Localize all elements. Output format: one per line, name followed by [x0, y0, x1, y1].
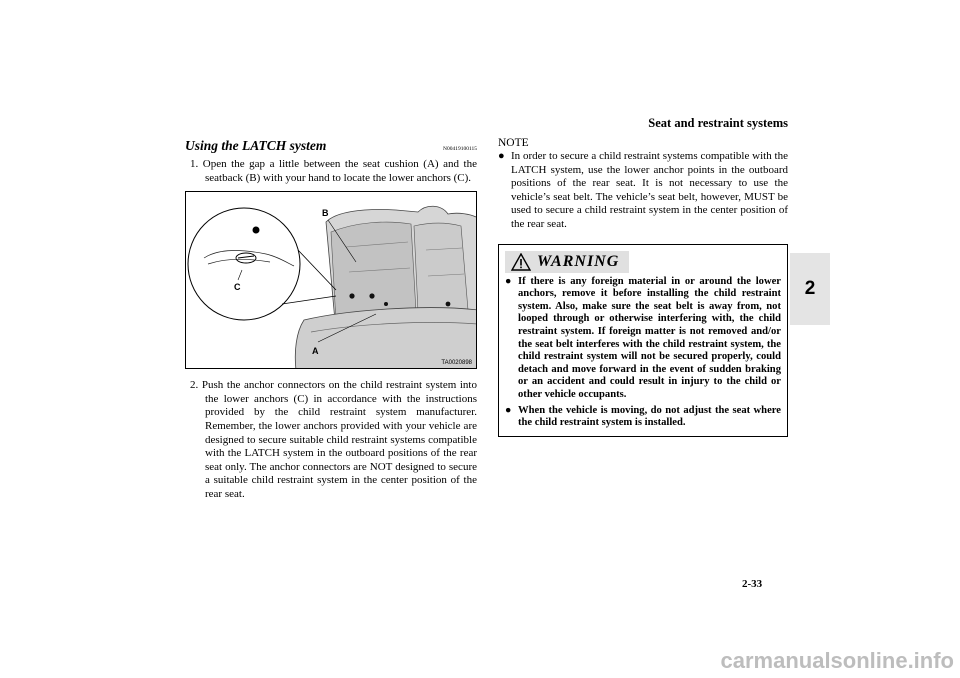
warning-item	[505, 405, 781, 430]
warning-item	[505, 276, 781, 402]
page-header-title: Seat and restraint systems	[648, 116, 788, 130]
warning-item-text: If there is any foreign material in or around the lower anchors, remove it before installing the child restraint system. Also, make sure the seat belt is away from, not looped through or otherwise interfering with, the child restraint system. If foreign matter is not removed and/or the seat belt interferes with the child restraint system, the child restraint system will not be secured properly, could detach and move forward in the event of sudden braking or an accident and could result in injury to the child or other vehicle occupants.	[518, 275, 781, 400]
label-c: C	[234, 282, 241, 293]
figure-code: TA0020898	[441, 360, 472, 367]
page-number: 2-33	[742, 578, 763, 590]
warning-header	[505, 251, 629, 273]
label-b: B	[322, 208, 329, 219]
seat-illustration	[185, 191, 477, 369]
section-title	[185, 138, 477, 156]
step-2: 2. Push the anchor connectors on the child restraint system into the lower anchors (C) in accordance with the instructions provided by the child restraint system manufacturer. Remember, the lower anchors provided with your vehicle are designed to secure suitable child restraint systems compatible with the LATCH system in the outboard positions of the rear seat only. The anchor connectors are NOT designed to secure a suitable child restraint system in the center position of the rear seat.	[190, 379, 477, 500]
section-code: N00419100115	[442, 146, 477, 152]
watermark: carmanualsonline.info	[720, 648, 954, 673]
section-title-text: Using the LATCH system	[185, 138, 327, 153]
note-item-text: In order to secure a child restraint systems compatible with the LATCH system, use the lower anchor points in the outboard positions of the rear seat. It is not necessary to use the vehicle’s seat belt. The vehicle’s seat belt, however, MUST be used to secure a child restraint system in the center position of the rear seat.	[511, 150, 788, 230]
step-1: 1. Open the gap a little between the seat cushion (A) and the seatback (B) with your hand to locate the lower anchors (C).	[190, 158, 477, 184]
warning-box	[498, 244, 788, 437]
warning-triangle-icon	[511, 253, 531, 271]
chapter-number: 2	[804, 278, 816, 299]
warning-item-text: When the vehicle is moving, do not adjust the seat where the child restraint system is installed.	[518, 404, 781, 429]
seat-drawing	[186, 192, 477, 369]
left-column	[185, 138, 477, 502]
bullet-icon: ●	[505, 404, 512, 416]
warning-title: WARNING	[537, 252, 620, 270]
label-a: A	[312, 346, 319, 357]
right-column	[498, 137, 788, 437]
bullet-icon: ●	[498, 150, 505, 162]
bullet-icon: ●	[505, 275, 512, 287]
note-label: NOTE	[498, 137, 529, 149]
chapter-tab	[790, 253, 830, 325]
note-item	[498, 150, 788, 232]
